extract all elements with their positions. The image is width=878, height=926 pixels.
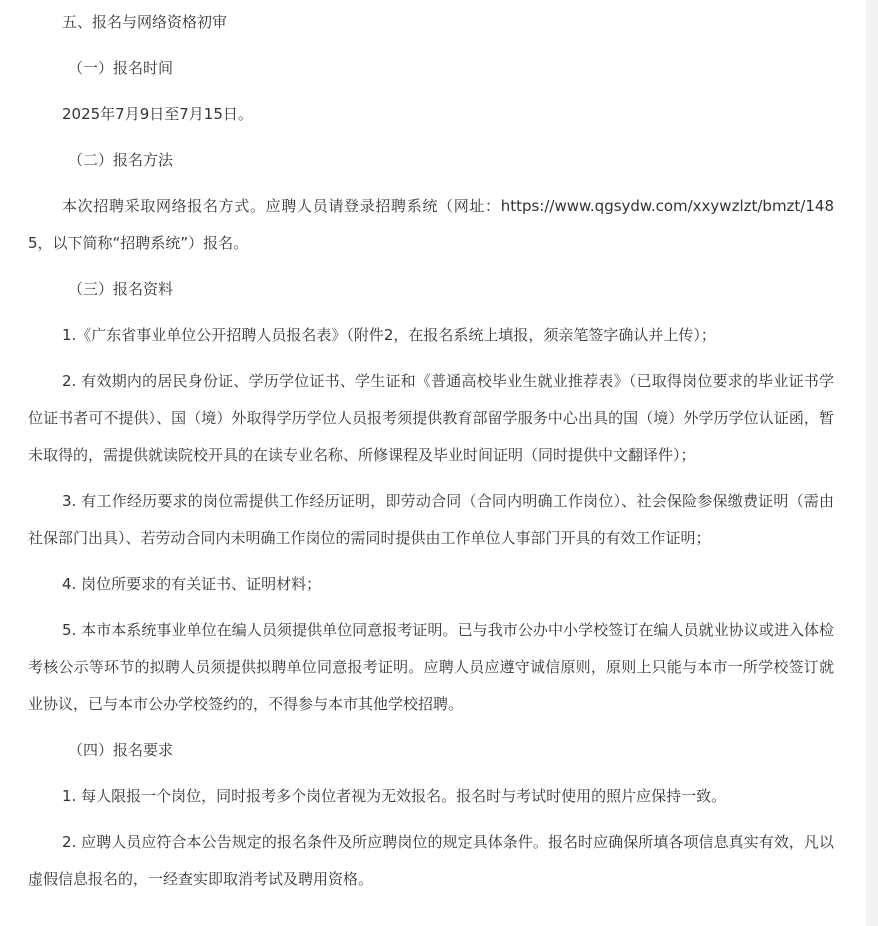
reg-materials-item-2: 2. 有效期内的居民身份证、学历学位证书、学生证和《普通高校毕业生就业推荐表》（已取得岗位要求的毕业证书学位证书者可不提供）、国（境）外取得学历学位人员报考须提供教育部留学服务中心出具的国（境）外学历学位认证函，暂未取得的，需提供就读院校开具的在读专业名称、所修课程及毕业时间证明（同时提供中文翻译件）； xyxy=(28,372,834,464)
reg-materials-item-5: 5. 本市本系统事业单位在编人员须提供单位同意报考证明。已与我市公办中小学校签订在编人员就业协议或进入体检考核公示等环节的拟聘人员须提供拟聘单位同意报考证明。应聘人员应遵守诚信原则，原则上只能与本市一所学校签订就业协议，已与本市公办学校签约的，不得参与本市其他学校招聘。 xyxy=(28,621,834,713)
reg-time-text: 2025年7月9日至7月15日。 xyxy=(62,105,253,123)
reg-requirements-item-1: 1. 每人限报一个岗位，同时报考多个岗位者视为无效报名。报名时与考试时使用的照片应保持一致。 xyxy=(62,787,727,805)
page-gutter xyxy=(866,0,878,926)
reg-materials-item-1: 1.《广东省事业单位公开招聘人员报名表》（附件2，在报名系统上填报，须亲笔签字确认并上传）； xyxy=(62,326,716,344)
reg-materials-heading: （三）报名资料 xyxy=(68,280,174,298)
reg-materials-item-4: 4. 岗位所要求的有关证书、证明材料； xyxy=(62,575,322,593)
reg-requirements-item-2: 2. 应聘人员应符合本公告规定的报名条件及所应聘岗位的规定具体条件。报名时应确保所填各项信息真实有效，凡以虚假信息报名的，一经查实即取消考试及聘用资格。 xyxy=(28,833,834,888)
reg-method-text: 本次招聘采取网络报名方式。应聘人员请登录招聘系统（网址：https://www.qgsydw.com/xxywzlzt/bmzt/1485，以下简称“招聘系统”）报名。 xyxy=(28,197,834,252)
reg-time-heading: （一）报名时间 xyxy=(68,59,174,77)
section-title: 五、报名与网络资格初审 xyxy=(62,13,228,31)
article-content xyxy=(28,4,834,907)
reg-method-heading: （二）报名方法 xyxy=(68,151,174,169)
reg-materials-item-3: 3. 有工作经历要求的岗位需提供工作经历证明，即劳动合同（合同内明确工作岗位）、社会保险参保缴费证明（需由社保部门出具）、若劳动合同内未明确工作岗位的需同时提供由工作单位人事部门开具的有效工作证明； xyxy=(28,492,834,547)
reg-requirements-heading: （四）报名要求 xyxy=(68,741,174,759)
